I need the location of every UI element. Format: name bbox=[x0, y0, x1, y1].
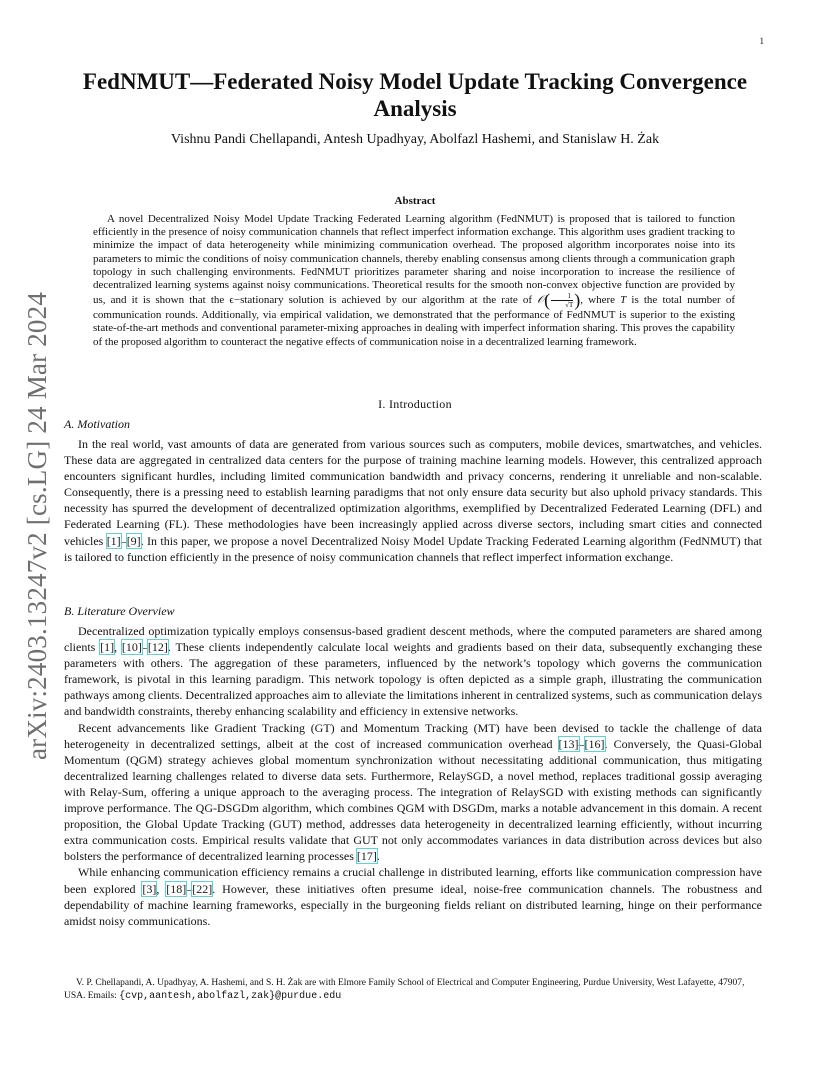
rate-fraction bbox=[551, 292, 573, 309]
open-paren: ( bbox=[544, 290, 551, 311]
citation-link[interactable]: [1] bbox=[106, 533, 121, 548]
citation-link[interactable]: [18] bbox=[166, 881, 187, 896]
citation-link[interactable]: [12] bbox=[147, 640, 168, 655]
affiliation-footnote bbox=[64, 977, 764, 1003]
citation-link[interactable]: [3] bbox=[142, 881, 157, 896]
text-run: . In this paper, we propose a novel Decentralized Noisy Model Update Tracking Federated Learning algorithm (FedNMUT) that is tailored to function efficiently in the presence of noisy communication channels that reflect imperfect information exchange. bbox=[64, 533, 762, 564]
section-heading-introduction: I. Introduction bbox=[378, 397, 452, 411]
rate-numerator: 1 bbox=[551, 292, 573, 301]
variable-t: T bbox=[620, 294, 627, 307]
subsection-heading-literature: B. Literature Overview bbox=[64, 604, 175, 618]
paper-title: FedNMUT—Federated Noisy Model Update Tracking Convergence Analysis bbox=[82, 69, 748, 121]
text-run: Decentralized optimization typically employs consensus-based gradient descent methods, where the computed parameters are shared among clients bbox=[64, 624, 762, 655]
text-run: . However, these initiatives often presume ideal, noise-free communication channels. The robustness and dependability of machine learning frameworks, especially in the burgeoning fields reliant on distributed learning, hinge on their performance amidst noisy communications. bbox=[64, 881, 763, 928]
citation-link[interactable]: [1] bbox=[100, 640, 115, 655]
paragraph bbox=[64, 623, 762, 720]
paragraph bbox=[64, 720, 762, 865]
paragraph bbox=[64, 436, 762, 565]
abstract-heading: Abstract bbox=[394, 195, 436, 207]
text-run: , bbox=[114, 640, 122, 655]
abstract-body bbox=[93, 213, 735, 349]
author-list: Vishnu Pandi Chellapandi, Antesh Upadhyay, Abolfazl Hashemi, and Stanislaw H. Żak bbox=[170, 132, 660, 147]
literature-body bbox=[64, 623, 762, 929]
text-run: – bbox=[578, 736, 585, 751]
citation-link[interactable]: [16] bbox=[584, 736, 605, 751]
text-run: . bbox=[376, 849, 380, 864]
page-number: 1 bbox=[759, 36, 764, 46]
citation-link[interactable]: [9] bbox=[126, 533, 141, 548]
text-run: – bbox=[141, 640, 148, 655]
text-run: While enhancing communication efficiency remains a crucial challenge in distributed learning, efforts like communication compression have been explored bbox=[64, 865, 762, 896]
footnote-text: V. P. Chellapandi, A. Upadhyay, A. Hashemi, and S. H. Żak are with Elmore Family School of Electrical and Computer Engineering, Purdue University, West Lafayette, 47907, USA. Emails: bbox=[64, 978, 745, 1001]
arxiv-identifier: arXiv:2403.13247v2 [cs.LG] 24 Mar 2024 bbox=[22, 291, 52, 760]
text-run: . These clients independently calculate local weights and gradients based on their data, subsequently exchanging these parameters with others. The aggregation of these parameters, influenced by the network’s topology which governs the communication framework, is pivotal in this learning paradigm. This network topology is often depicted as a simple graph, illustrating the communication pathways among clients. Decentralized approaches aim to alleviate the limitations inherent in centralized systems, such as communication delays and bandwidth constraints, thereby enhancing scalability and efficiency in extensive networks. bbox=[64, 640, 763, 719]
citation-link[interactable]: [10] bbox=[121, 640, 142, 655]
subsection-heading-motivation: A. Motivation bbox=[64, 417, 130, 431]
paragraph bbox=[64, 864, 762, 928]
text-run: – bbox=[186, 881, 193, 896]
citation-link[interactable]: [17] bbox=[356, 849, 377, 864]
text-run: – bbox=[120, 533, 127, 548]
text-run: . Conversely, the Quasi-Global Momentum (QGM) strategy achieves global momentum synchronization without necessitating additional communication, thus mitigating decentralized learning challenges related to diverse data sets. Furthermore, RelaySGD, a novel method, replaces traditional gossip averaging with Relay-Sum, offering a unique approach to the averaging process. The integration of RelaySGD with existing methods can significantly improve performance. The QG-DSGDm algorithm, which combines QGM with DSGDm, marks a notable advancement in this domain. A recent proposition, the Global Update Tracking (GUT) method, addresses data heterogeneity in decentralized learning efficiently, without incurring extra communication costs. Empirical results validate that GUT not only accommodates variances in data distribution across devices but also bolsters the performance of decentralized learning processes bbox=[64, 736, 762, 864]
close-paren: ) bbox=[574, 290, 581, 311]
citation-link[interactable]: [13] bbox=[558, 736, 579, 751]
abstract-text-2: , where bbox=[580, 294, 621, 307]
abstract-text-3: is the total number of communication rounds. Additionally, via empirical validation, we demonstrated that the performance of FedNMUT is superior to the existing state-of-the-art methods and conventional parameter-mixing approaches in dealing with imperfect information sharing. This proves the capability of the proposed algorithm to counteract the negative effects of communication noise in a decentralized learning framework. bbox=[93, 294, 736, 348]
rate-denominator: √T bbox=[565, 301, 574, 310]
abstract-text-1: A novel Decentralized Noisy Model Update Tracking Federated Learning algorithm (FedNMUT) is proposed that is tailored to function efficiently in the presence of noisy communication channels that reflect imperfect information exchange. This algorithm uses gradient tracking to minimize the impact of data heterogeneity while minimizing communication overhead. The proposed algorithm incorporates noise into its parameters to mimic the conditions of noisy communication channels, thereby enabling consensus among clients through a communication graph topology in such challenging environments. FedNMUT prioritizes parameter sharing and noise incorporation to increase the resilience of decentralized learning systems against noisy communications. Theoretical results for the smooth non-convex objective function are provided by us, and it is shown that the ϵ−stationary solution is achieved by our algorithm at the rate of bbox=[93, 213, 735, 307]
text-run: In the real world, vast amounts of data are generated from various sources such as computers, mobile devices, smartwatches, and vehicles. These data are aggregated in centralized data centers for the purpose of training machine learning models. However, this centralized approach encounters significant hurdles, including limited communication bandwidth and privacy concerns, rendering it unreliable and non-scalable. Consequently, there is a pressing need to establish learning paradigms that not only ensure data security but also uphold privacy standards. This necessity has spurred the development of decentralized optimization algorithms, exemplified by Decentralized Federated Learning (DFL) and Federated Learning (FL). These methodologies have been increasingly applied across diverse sectors, including smart cities and connected vehicles bbox=[64, 437, 762, 548]
citation-link[interactable]: [22] bbox=[192, 881, 213, 896]
rate-symbol: 𝒪 bbox=[537, 293, 545, 307]
email-list: {cvp,aantesh,abolfazl,zak}@purdue.edu bbox=[119, 990, 342, 1002]
text-run: Recent advancements like Gradient Tracking (GT) and Momentum Tracking (MT) have been devised to tackle the challenge of data heterogeneity in decentralized settings, albeit at the cost of increased communication overhead bbox=[64, 720, 762, 751]
motivation-body bbox=[64, 436, 762, 565]
text-run: , bbox=[156, 881, 167, 896]
